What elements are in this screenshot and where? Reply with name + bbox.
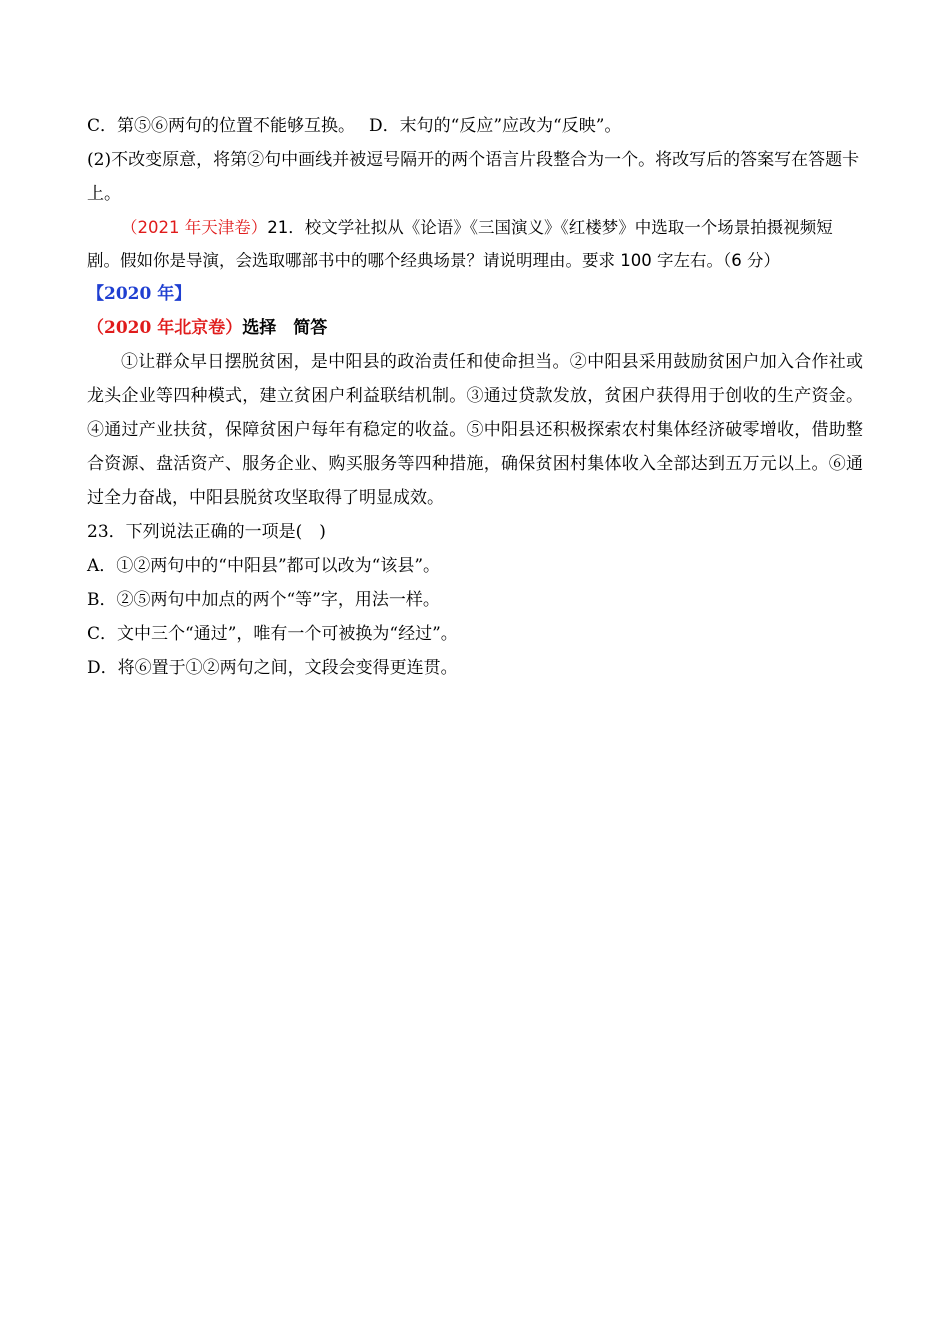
question-23-stem: 23．下列说法正确的一项是( ) — [87, 522, 326, 542]
document-content — [87, 109, 863, 685]
option-d: D．末句的“反应”应改为“反映”。 — [369, 116, 622, 136]
beijing-source: （2020 年北京卷） — [87, 318, 243, 338]
passage-text: ①让群众早日摆脱贫困，是中阳县的政治责任和使命担当。②中阳县采用鼓励贫困户加入合作社或龙头企业等四种模式，建立贫困户利益联结机制。③通过贷款发放，贫困户获得用于创收的生产资金。④通过产业扶贫，保障贫困户每年有稳定的收益。⑤中阳县还积极探索农村集体经济破零增收，借助整合资源、盘活资产、服务企业、购买服务等四种措施，确保贫困村集体收入全部达到五万元以上。⑥通过全力奋战，中阳县脱贫攻坚取得了明显成效。 — [87, 352, 863, 508]
options-c-d-line — [87, 109, 863, 143]
option-c: C．第⑤⑥两句的位置不能够互换。 — [87, 116, 356, 136]
question-23-option-c: C．文中三个“通过”，唯有一个可被换为“经过”。 — [87, 624, 458, 644]
question-2: (2)不改变原意，将第②句中画线并被逗号隔开的两个语言片段整合为一个。将改写后的答案写在答题卡上。 — [87, 150, 860, 204]
tianjin-text: 21．校文学社拟从《论语》《三国演义》《红楼梦》中选取一个场景拍摄视频短剧。假如你是导演，会选取哪部书中的哪个经典场景？请说明理由。要求 100 字左右。（6 分） — [87, 218, 833, 270]
section-heading-2020: 【2020 年】 — [87, 284, 192, 304]
question-23-option-d: D．将⑥置于①②两句之间，文段会变得更连贯。 — [87, 658, 458, 678]
question-23-option-a: A．①②两句中的“中阳县”都可以改为“该县”。 — [87, 556, 441, 576]
question-23-option-b: B．②⑤两句中加点的两个“等”字，用法一样。 — [87, 590, 440, 610]
beijing-title: 选择 简答 — [242, 318, 328, 338]
beijing-heading — [87, 311, 863, 345]
tianjin-question — [87, 211, 863, 277]
tianjin-source: （2021 年天津卷） — [121, 218, 268, 237]
